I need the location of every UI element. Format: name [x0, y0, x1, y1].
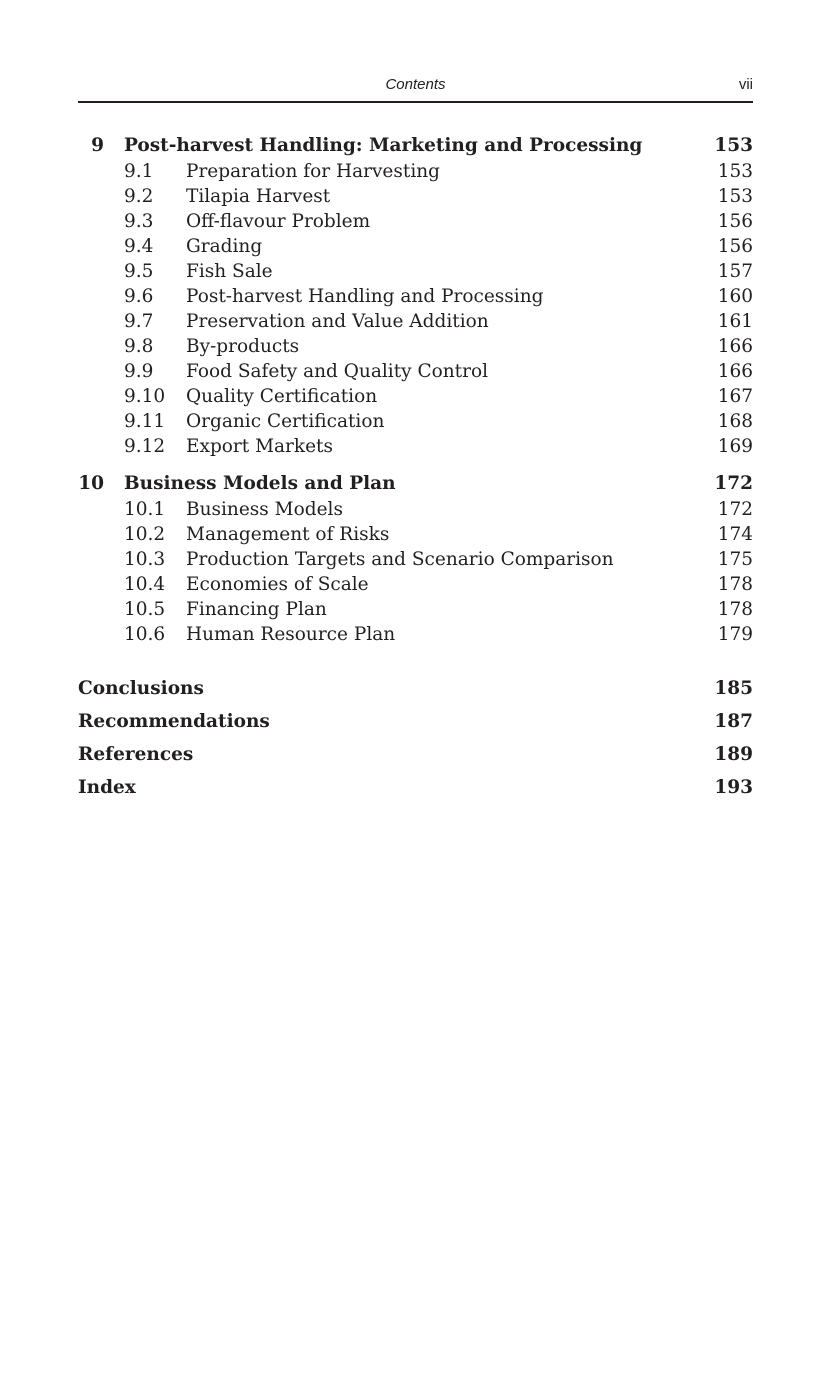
section-number: 9.1: [124, 161, 154, 182]
back-matter-page: 185: [714, 678, 753, 699]
section-page: 156: [717, 236, 753, 257]
section-title: Grading: [186, 236, 263, 257]
section-title: Human Resource Plan: [186, 624, 396, 645]
header-rule: [78, 101, 753, 103]
section-entry[interactable]: [78, 522, 753, 547]
section-entry[interactable]: [78, 547, 753, 572]
back-matter-spacer: [78, 647, 753, 672]
section-title: Post-harvest Handling and Processing: [186, 286, 544, 307]
chapter-number: 9: [91, 135, 104, 156]
section-page: 160: [717, 286, 753, 307]
section-entry[interactable]: [78, 572, 753, 597]
page-number: vii: [738, 76, 753, 93]
section-title: Food Safety and Quality Control: [186, 361, 489, 382]
chapter-title: Post-harvest Handling: Marketing and Processing: [124, 135, 643, 156]
section-page: 166: [717, 361, 753, 382]
section-entry[interactable]: [78, 234, 753, 259]
chapter-entry[interactable]: [78, 133, 753, 159]
section-number: 9.6: [124, 286, 154, 307]
section-number: 9.11: [124, 411, 166, 432]
section-title: Preservation and Value Addition: [186, 311, 489, 332]
section-page: 169: [717, 436, 753, 457]
section-number: 9.12: [124, 436, 166, 457]
running-title: Contents: [385, 76, 446, 93]
back-matter-entry-recommendations[interactable]: [78, 705, 753, 738]
section-title: Financing Plan: [186, 599, 327, 620]
section-title: Tilapia Harvest: [186, 186, 331, 207]
section-title: Fish Sale: [186, 261, 273, 282]
section-page: 161: [717, 311, 753, 332]
section-title: Business Models: [186, 499, 343, 520]
back-matter-page: 187: [714, 711, 753, 732]
back-matter-title: Index: [78, 777, 136, 798]
back-matter-title: Conclusions: [78, 678, 204, 699]
section-page: 153: [717, 161, 753, 182]
section-entry[interactable]: [78, 159, 753, 184]
section-entry[interactable]: [78, 384, 753, 409]
chapter-entry[interactable]: [78, 471, 753, 497]
section-entry[interactable]: [78, 597, 753, 622]
section-entry[interactable]: [78, 284, 753, 309]
section-entry[interactable]: [78, 334, 753, 359]
section-page: 174: [717, 524, 753, 545]
section-entry[interactable]: [78, 434, 753, 459]
section-title: Management of Risks: [186, 524, 390, 545]
section-title: Organic Certification: [186, 411, 385, 432]
section-page: 157: [717, 261, 753, 282]
section-page: 178: [717, 599, 753, 620]
running-head: [78, 74, 753, 96]
chapter-page: 172: [714, 473, 753, 494]
section-entry[interactable]: [78, 309, 753, 334]
section-number: 10.6: [124, 624, 166, 645]
section-entry[interactable]: [78, 209, 753, 234]
section-page: 179: [717, 624, 753, 645]
section-number: 9.5: [124, 261, 154, 282]
chapter-number: 10: [78, 473, 104, 494]
section-entry[interactable]: [78, 259, 753, 284]
section-entry[interactable]: [78, 184, 753, 209]
section-entry[interactable]: [78, 409, 753, 434]
chapter-title: Business Models and Plan: [124, 473, 396, 494]
section-title: Preparation for Harvesting: [186, 161, 440, 182]
back-matter-title: Recommendations: [78, 711, 270, 732]
section-page: 166: [717, 336, 753, 357]
back-matter-page: 189: [714, 744, 753, 765]
section-number: 10.5: [124, 599, 166, 620]
section-page: 175: [717, 549, 753, 570]
section-page: 178: [717, 574, 753, 595]
back-matter-entry-references[interactable]: [78, 738, 753, 771]
section-number: 9.4: [124, 236, 154, 257]
section-number: 10.4: [124, 574, 166, 595]
section-number: 9.2: [124, 186, 154, 207]
section-number: 9.10: [124, 386, 166, 407]
section-entry[interactable]: [78, 622, 753, 647]
section-entry[interactable]: [78, 497, 753, 522]
section-entry[interactable]: [78, 359, 753, 384]
section-page: 172: [717, 499, 753, 520]
back-matter-entry-conclusions[interactable]: [78, 672, 753, 705]
section-page: 153: [717, 186, 753, 207]
section-title: Off-flavour Problem: [186, 211, 371, 232]
section-title: Production Targets and Scenario Comparison: [186, 549, 614, 570]
section-number: 9.7: [124, 311, 154, 332]
section-number: 10.1: [124, 499, 166, 520]
back-matter-page: 193: [714, 777, 753, 798]
table-of-contents: [78, 133, 753, 804]
section-page: 156: [717, 211, 753, 232]
section-title: By-products: [186, 336, 300, 357]
section-title: Quality Certification: [186, 386, 378, 407]
back-matter-entry-index[interactable]: [78, 771, 753, 804]
section-number: 9.8: [124, 336, 154, 357]
section-number: 9.3: [124, 211, 154, 232]
back-matter-title: References: [78, 744, 194, 765]
section-number: 9.9: [124, 361, 154, 382]
chapter-page: 153: [714, 135, 753, 156]
chapter-spacer: [78, 459, 753, 471]
section-number: 10.3: [124, 549, 166, 570]
section-page: 168: [717, 411, 753, 432]
section-title: Export Markets: [186, 436, 333, 457]
section-number: 10.2: [124, 524, 166, 545]
section-title: Economies of Scale: [186, 574, 369, 595]
section-page: 167: [717, 386, 753, 407]
